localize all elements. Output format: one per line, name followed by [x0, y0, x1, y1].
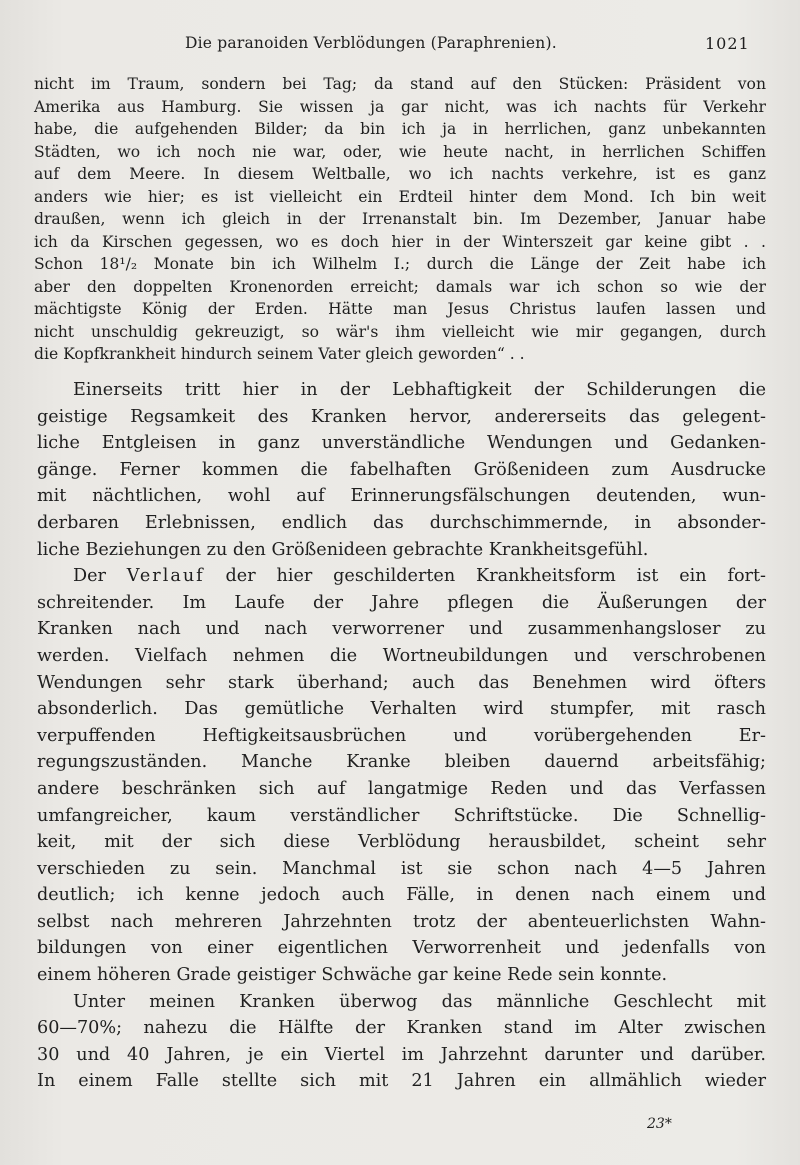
text-line: Amerika aus Hamburg. Sie wissen ja gar nicht, was ich nachts für Verkehr	[34, 97, 766, 116]
text-line: die Kopfkrankheit hindurch seinem Vater gleich geworden“ . .	[34, 345, 525, 363]
text-line: schreitender. Im Laufe der Jahre pflegen die Äußerungen der	[37, 592, 766, 613]
text-line: nicht unschuldig gekreuzigt, so wär's ihm vielleicht wie mir gegangen, durch	[34, 322, 766, 341]
text-line: regungszuständen. Manche Kranke bleiben dauernd arbeitsfähig;	[37, 752, 766, 773]
text-line: liche Beziehungen zu den Größenideen gebrachte Krankheitsgefühl.	[37, 539, 649, 560]
text-line: mit nächtlichen, wohl auf Erinnerungsfälschungen deutenden, wun-	[37, 486, 766, 507]
paragraph-3	[37, 989, 766, 1095]
text-line: Städten, wo ich noch nie war, oder, wie heute nacht, in herrlichen Schiffen	[34, 142, 766, 161]
text-line: Kranken nach und nach verworrener und zusammenhangsloser zu	[37, 619, 766, 640]
printer-signature-mark: 23*	[647, 1116, 672, 1132]
paragraph-1	[37, 377, 766, 563]
text-line: 60—70%; nahezu die Hälfte der Kranken stand im Alter zwischen	[37, 1018, 766, 1039]
quoted-patient-speech	[34, 73, 766, 366]
text-line: einem höheren Grade geistiger Schwäche gar keine Rede sein konnte.	[37, 965, 668, 986]
text-line: liche Entgleisen in ganz unverständliche Wendungen und Gedanken-	[37, 433, 766, 454]
text-line: gänge. Ferner kommen die fabelhaften Größenideen zum Ausdrucke	[37, 459, 766, 480]
text-line: 30 und 40 Jahren, je ein Viertel im Jahrzehnt darunter und darüber.	[37, 1044, 766, 1065]
text-line: aber den doppelten Kronenorden erreicht; damals war ich schon so wie der	[34, 277, 766, 296]
text-line: Wendungen sehr stark überhand; auch das Benehmen wird öfters	[37, 672, 766, 693]
text-line: geistige Regsamkeit des Kranken hervor, andererseits das gelegent-	[37, 406, 766, 427]
text-line: anders wie hier; es ist vielleicht ein Erdteil hinter dem Mond. Ich bin weit	[34, 187, 766, 206]
text-line: deutlich; ich kenne jedoch auch Fälle, in denen nach einem und	[37, 885, 766, 906]
text-line: keit, mit der sich diese Verblödung herausbildet, scheint sehr	[37, 832, 766, 853]
text-line: draußen, wenn ich gleich in der Irrenanstalt bin. Im Dezember, Januar habe	[34, 210, 766, 228]
text-line: In einem Falle stellte sich mit 21 Jahren ein allmählich wieder	[37, 1071, 766, 1092]
text-line: verpuffenden Heftigkeitsausbrüchen und vorübergehenden Er-	[37, 725, 766, 746]
text-line: umfangreicher, kaum verständlicher Schriftstücke. Die Schnellig-	[37, 805, 766, 826]
text-line: absonderlich. Das gemütliche Verhalten wird stumpfer, mit rasch	[37, 699, 766, 720]
text-segment: Der	[73, 566, 127, 587]
text-line: ich da Kirschen gegessen, wo es doch hier in der Winterszeit gar keine gibt . .	[34, 232, 766, 251]
text-line: derbaren Erlebnissen, endlich das durchschimmernde, in absonder-	[37, 512, 766, 533]
text-line: selbst nach mehreren Jahrzehnten trotz der abenteuerlichsten Wahn-	[37, 911, 766, 932]
text-line	[37, 563, 766, 590]
running-title: Die paranoiden Verblödungen (Paraphrenien).	[185, 34, 557, 52]
text-line: auf dem Meere. In diesem Weltballe, wo ich nachts verkehre, ist es ganz	[34, 165, 766, 183]
text-segment: der hier geschilderten Krankheitsform ist ein fort-	[204, 566, 766, 587]
text-line: verschieden zu sein. Manchmal ist sie schon nach 4—5 Jahren	[37, 858, 766, 879]
main-text	[37, 377, 766, 1095]
text-line: mächtigste König der Erden. Hätte man Jesus Christus laufen lassen und	[34, 300, 766, 318]
text-line: werden. Vielfach nehmen die Wortneubildungen und verschrobenen	[37, 645, 766, 666]
text-line: Unter meinen Kranken überwog das männliche Geschlecht mit	[73, 991, 766, 1012]
paragraph-2	[37, 563, 766, 989]
running-head	[0, 34, 800, 56]
text-line: Einerseits tritt hier in der Lebhaftigkeit der Schilderungen die	[73, 380, 766, 400]
emphasized-term: Verlauf	[126, 566, 205, 587]
page-number: 1021	[705, 34, 750, 53]
text-line: nicht im Traum, sondern bei Tag; da stand auf den Stücken: Präsident von	[34, 75, 766, 93]
text-line: habe, die aufgehenden Bilder; da bin ich ja in herrlichen, ganz unbekannten	[34, 120, 766, 138]
text-line: bildungen von einer eigentlichen Verworrenheit und jedenfalls von	[37, 938, 766, 959]
text-line: Schon 18¹/₂ Monate bin ich Wilhelm I.; durch die Länge der Zeit habe ich	[34, 255, 766, 273]
text-line: andere beschränken sich auf langatmige Reden und das Verfassen	[37, 778, 766, 799]
